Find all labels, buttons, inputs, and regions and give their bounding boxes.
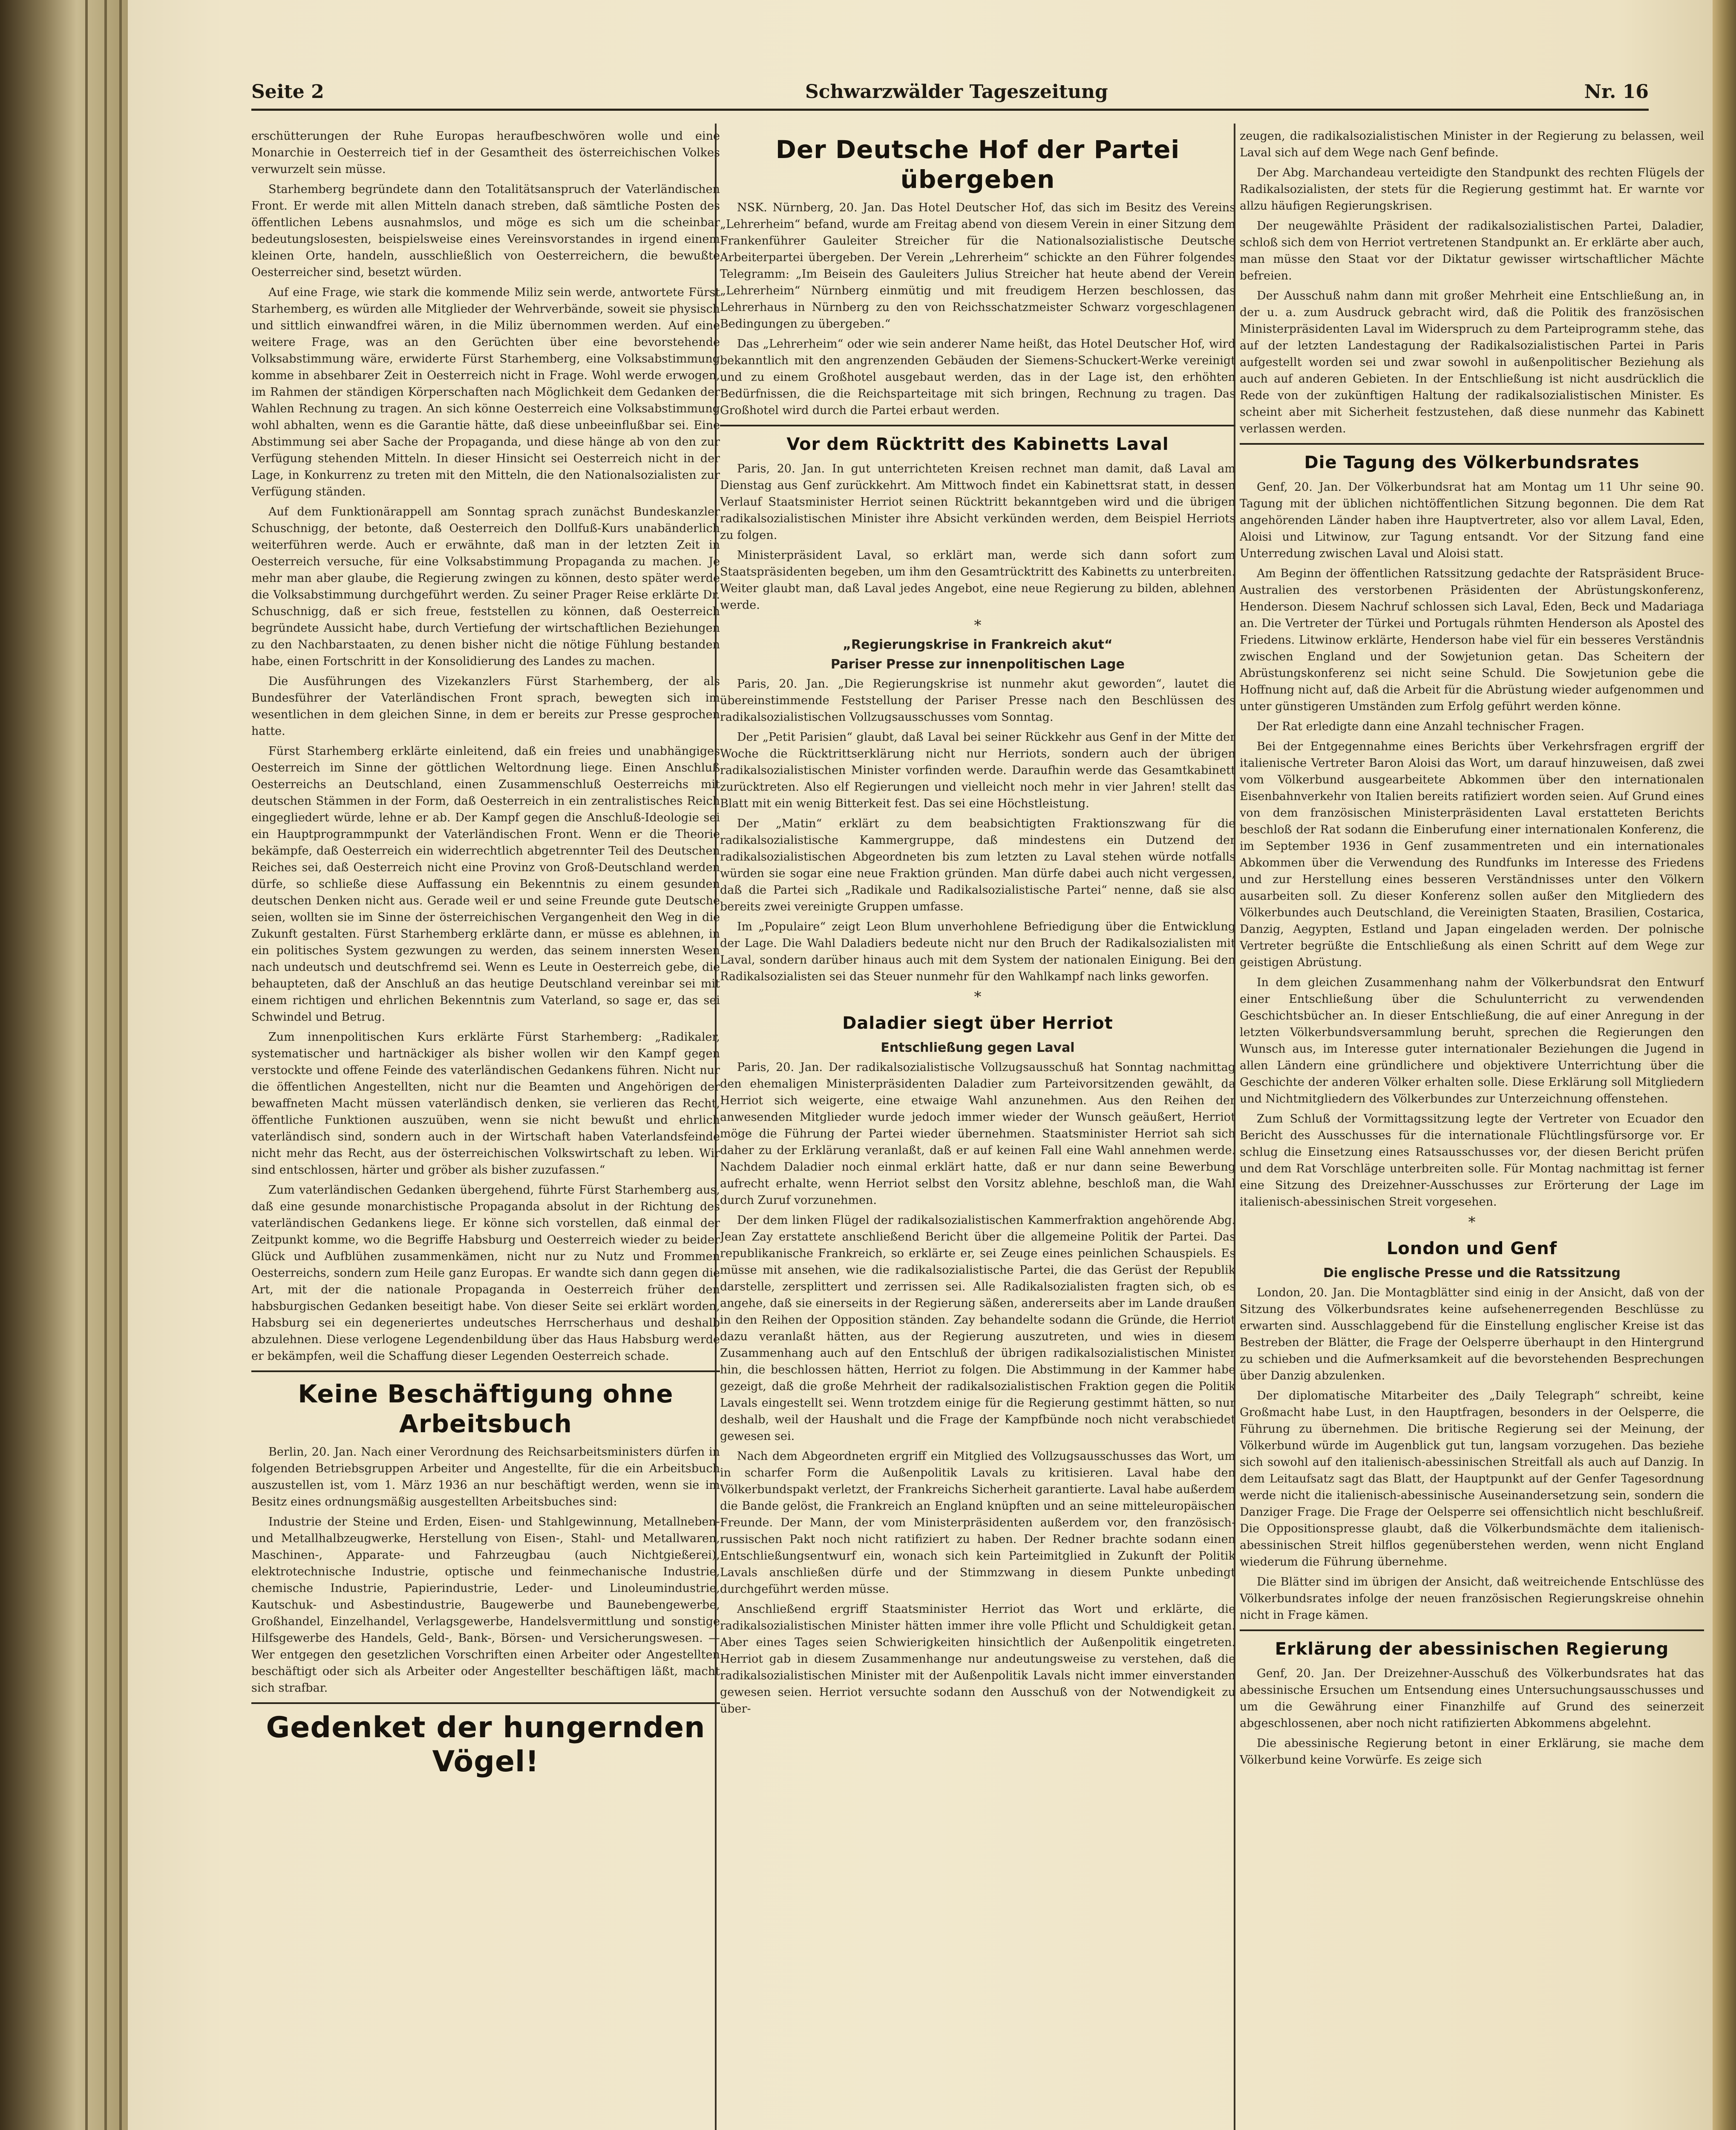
section-rule [1240, 443, 1704, 445]
article-paragraph: Der diplomatische Mitarbeiter des „Daily Telegraph“ schreibt, keine Großmacht habe Lust, in den Hauptfragen, besonders in der Oelsperre, die Führung zu übernehmen. Die britische Regierung sei der Meinung, der Völkerbund würde im Augenblick gut tun, langsam vorzugehen. Das beziehe sich sowohl auf den italienisch-abessinischen Streitfall als auch auf Danzig. In dem Leitaufsatz sagt das Blatt, der Hauptpunkt auf der Genfer Tagesordnung werde nicht die italienisch-abessinische Auseinandersetzung sein, sondern die Danziger Frage. Die Frage der Oelsperre sei offensichtlich nicht beschlußreif. Die Oppositionspresse glaubt, daß die Völkerbundsmächte dem italienisch-abessinischen Streit hilflos gegenüberstehen werden, wenn nicht England wiederum die Führung übernehme. [1240, 1389, 1704, 1569]
article-paragraph: Im „Populaire“ zeigt Leon Blum unverhohlene Befriedigung über die Entwicklung der Lage. Die Wahl Daladiers bedeute nicht nur den Bruch der Radikalsozialisten mit Laval, sondern darüber hinaus auch mit dem System der nationalen Einigung. Bei den Radikalsozialisten sei das Steuer nunmehr für den Wahlkampf nach links geworfen. [720, 920, 1235, 983]
newspaper-title: Schwarzwälder Tageszeitung [805, 81, 1108, 103]
article-paragraph: zeugen, die radikalsozialistischen Minister in der Regierung zu belassen, weil Laval sich auf dem Wege nach Genf befinde. [1240, 130, 1704, 159]
article-paragraph: Der Rat erledigte dann eine Anzahl technischer Fragen. [1257, 720, 1584, 733]
section-rule [251, 1702, 720, 1704]
article-paragraph: Starhemberg begründete dann den Totalitätsanspruch der Vaterländischen Front. Er werde mit allen Mitteln danach streben, daß sämtliche Posten des öffentlichen Lebens ausnahmslos, und möge es sich um die scheinbar bedeutungslosesten, beispielsweise eines Vereinsvorstandes in irgend einem kleinen Orte, handeln, ausschließlich von Oesterreichern, die bewußte Oesterreicher sind, besetzt würden. [251, 183, 720, 279]
article-paragraph: Der Abg. Marchandeau verteidigte den Standpunkt des rechten Flügels der Radikalsozialisten, der stets für die Regierung gestimmt hat. Er warnte vor allzu häufigen Regierungskrisen. [1240, 166, 1704, 213]
page-number: Seite 2 [251, 81, 324, 103]
newspaper-page [128, 0, 1713, 2130]
article-paragraph: Berlin, 20. Jan. Nach einer Verordnung des Reichsarbeitsministers dürfen in folgenden Betriebsgruppen Arbeiter und Angestellte, für die ein Arbeitsbuch auszustellen ist, vom 1. März 1936 an nur beschäftigt werden, wenn sie im Besitz eines ordnungsmäßig ausgestellten Arbeitsbuches sind: [251, 1445, 720, 1508]
article-paragraph: Zum Schluß der Vormittagssitzung legte der Vertreter von Ecuador den Bericht des Ausschusses für die internationale Flüchtlingsfürsorge vor. Er schlug die Einsetzung eines Ratsausschusses vor, der diesen Bericht prüfen und dem Rat Vorschläge unterbreiten solle. Für Montag nachmittag ist ferner eine Sitzung des Dreizehner-Ausschusses zur Erörterung der Lage im italienisch-abessinischen Streit vorgesehen. [1240, 1112, 1704, 1209]
article-paragraph: London, 20. Jan. Die Montagblätter sind einig in der Ansicht, daß von der Sitzung des Völkerbundsrates keine aufsehenerregenden Beschlüsse zu erwarten sind. Ausschlaggebend für die Einstellung englischer Kreise ist das Bestreben der Blätter, die Frage der Oelsperre überhaupt in den Hintergrund zu schieben und die Aufmerksamkeit auf die bevorstehenden Besprechungen über Danzig abzulenken. [1240, 1286, 1704, 1382]
subheadline: Entschließung gegen Laval [881, 1040, 1075, 1055]
binding-edge [104, 0, 107, 2130]
headline-voegel: Gedenket der hungernden Vögel! [266, 1711, 705, 1779]
article-paragraph: Paris, 20. Jan. Der radikalsozialistische Vollzugsausschuß hat Sonntag nachmittag den ehemaligen Ministerpräsidenten Daladier zum Parteivorsitzenden gewählt, da Herriot sich weigerte, eine etwaige Wahl anzunehmen. Aus den Reihen der anwesenden Mitglieder wurde jedoch immer wieder der Wunsch geäußert, Herriot möge die Führung der Partei wieder übernehmen. Staatsminister Herriot sah sich daher zu der Erklärung veranlaßt, daß er auf keinen Fall eine Wahl annehmen werde. Nachdem Daladier noch einmal erklärt hatte, daß er nur dann seine Bewerbung aufrecht erhalte, wenn Herriot selbst den Vorsitz ablehne, beschloß man, die Wahl durch Zuruf vorzunehmen. [720, 1061, 1235, 1207]
subheadline: Die englische Presse und die Ratssitzung [1323, 1266, 1621, 1281]
section-rule [720, 425, 1235, 426]
article-paragraph: Bei der Entgegennahme eines Berichts über Verkehrsfragen ergriff der italienische Vertreter Baron Aloisi das Wort, um darauf hinzuweisen, daß zwei vom Völkerbund ausgearbeitete Abkommen über den internationalen Eisenbahnverkehr von Italien bereits ratifiziert worden seien. Auf Grund eines von dem französischen Ministerpräsidenten Laval erstatteten Berichts beschloß der Rat sodann die Einberufung einer internationalen Konferenz, die im September 1936 in Genf zusammentreten und ein internationales Abkommen über die Verwendung des Rundfunks im Interesse des Friedens und zur Herstellung eines besseren Verständnisses unter den Völkern ausarbeiten soll. Zu dieser Konferenz sollen außer den Mitgliedern des Völkerbundes auch Deutschland, die Vereinigten Staaten, Brasilien, Costarica, Danzig, Aegypten, Estland und Japan eingeladen werden. Der polnische Vertreter begrüßte die Entschließung als einen Schritt auf dem Wege zur geistigen Abrüstung. [1240, 740, 1704, 969]
headline-deutscher-hof: Der Deutsche Hof der Partei übergeben [775, 135, 1180, 194]
article-paragraph: Zum vaterländischen Gedanken übergehend, führte Fürst Starhemberg aus, daß eine gesunde monarchistische Propaganda absolut in der Richtung des vaterländischen Gedankens liege. Er könne sich vorstellen, daß einmal der Zeitpunkt komme, wo die Begriffe Habsburg und Oesterreich wieder zu beider Glück und Aufblühen zusammenkämen, nicht nur zu Nutz und Frommen Oesterreichs, sondern zum Heile ganz Europas. Er wandte sich dann gegen die Art, mit der die nationale Propaganda in Oesterreich früher den habsburgischen Gedanken beseitigt habe. Von dieser Seite sei erklärt worden, Habsburg sei ein degeneriertes undeutsches Herrscherhaus und deshalb abzulehnen. Diese verlogene Legendenbildung über das Haus Habsburg werde er bekämpfen, weil die Schaffung dieser Legenden Oesterreich schade. [251, 1183, 720, 1363]
article-paragraph: Paris, 20. Jan. In gut unterrichteten Kreisen rechnet man damit, daß Laval am Dienstag aus Genf zurückkehrt. Am Mittwoch findet ein Kabinettsrat statt, in dessen Verlauf Staatsminister Herriot seinen Rücktritt bekanntgeben wird und die übrigen radikalsozialistischen Minister ihre Absicht verkünden werden, dem Beispiel Herriots zu folgen. [720, 462, 1235, 542]
article-paragraph: Am Beginn der öffentlichen Ratssitzung gedachte der Ratspräsident Bruce-Australien des verstorbenen Präsidenten der Abrüstungskonferenz, Henderson. Diesem Nachruf schlossen sich Laval, Eden, Beck und Madariaga an. Die Vertreter der Türkei und Portugals rühmten Henderson als Apostel des Friedens. Litwinow erklärte, Henderson habe viel für ein besseres Verständnis zwischen England und der Sowjetunion getan. Das Scheitern der Abrüstungskonferenz sei nicht seine Schuld. Die Sowjetunion gebe die Hoffnung nicht auf, daß die Arbeit für die Abrüstung wieder aufgenommen und unter günstigeren Umständen zum Erfolg geführt werden könne. [1240, 567, 1704, 713]
headline-abessinien: Erklärung der abessinischen Regierung [1275, 1639, 1669, 1659]
issue-number: Nr. 16 [1584, 81, 1649, 103]
binding-edge [85, 0, 88, 2130]
column-3 [1240, 128, 1704, 2130]
article-paragraph: Die abessinische Regierung betont in einer Erklärung, sie mache dem Völkerbund keine Vorwürfe. Es zeige sich [1240, 1737, 1704, 1767]
article-paragraph: Ministerpräsident Laval, so erklärt man, werde sich dann sofort zum Staatspräsidenten begeben, um ihm den Gesamtrücktritt des Kabinetts zu unterbreiten. Weiter glaubt man, daß Laval jedes Angebot, eine neue Regierung zu bilden, ablehnen werde. [720, 549, 1235, 612]
article-paragraph: Anschließend ergriff Staatsminister Herriot das Wort und erklärte, die radikalsozialistischen Minister hätten immer ihre volle Pflicht und Schuldigkeit getan. Aber eines Tages seien Schwierigkeiten hinsichtlich der Außenpolitik eingetreten. Herriot gab in diesem Zusammenhange nur andeutungsweise zu verstehen, daß die radikalsozialistischen Minister mit der Außenpolitik Lavals nicht immer einverstanden gewesen seien. Herriot versuchte sodann den Ausschuß von der Notwendigkeit zu über- [720, 1603, 1235, 1716]
article-paragraph: Der neugewählte Präsident der radikalsozialistischen Partei, Daladier, schloß sich dem von Herriot vertretenen Standpunkt an. Er erklärte aber auch, man müsse den Staat vor der Diktatur gewisser wirtschaftlicher Mächte befreien. [1240, 219, 1704, 282]
separator-star: * [974, 988, 982, 1005]
article-paragraph: Die Blätter sind im übrigen der Ansicht, daß weitreichende Entschlüsse des Völkerbundsrates infolge der neuen französischen Regierungskreise ohnehin nicht in Frage kämen. [1240, 1575, 1704, 1622]
separator-star: * [974, 617, 982, 634]
article-paragraph: Paris, 20. Jan. „Die Regierungskrise ist nunmehr akut geworden“, lautet die übereinstimmende Feststellung der Pariser Presse nach den Beschlüssen des radikalsozialistischen Vollzugsausschusses vom Sonntag. [720, 677, 1235, 724]
article-paragraph: Der „Matin“ erklärt zu dem beabsichtigten Fraktionszwang für die radikalsozialistische Kammergruppe, daß mindestens ein Dutzend der radikalsozialistischen Abgeordneten bis zum letzten zu Laval stehen würde notfalls würden sie sogar eine neue Fraktion gründen. Man dürfe dabei auch nicht vergessen, daß die Partei sich „Radikale und Radikalsozialistische Partei“ nenne, daß sie also bereits zwei vereinigte Gruppen umfasse. [720, 817, 1235, 913]
article-paragraph: NSK. Nürnberg, 20. Jan. Das Hotel Deutscher Hof, das sich im Besitz des Vereins „Lehrerheim“ befand, wurde am Freitag abend von diesem Verein in einer Sitzung dem Frankenführer Gauleiter Streicher für die Nationalsozialistische Deutsche Arbeiterpartei übergeben. Der Verein „Lehrerheim“ schickte an den Führer folgendes Telegramm: „Im Beisein des Gauleiters Julius Streicher hat heute abend der Verein „Lehrerheim“ Nürnberg einmütig und mit freudigem Herzen beschlossen, das Lehrerhaus in Nürnberg zu den von Reichsschatzmeister Schwarz vorgeschlagenen Bedingungen zu übergeben.“ [720, 201, 1235, 331]
cover-edge [1713, 0, 1736, 2130]
subheadline: Pariser Presse zur innenpolitischen Lage [831, 657, 1125, 672]
article-paragraph: Auf dem Funktionärappell am Sonntag sprach zunächst Bundeskanzler Schuschnigg, der betonte, daß Oesterreich den Dollfuß-Kurs unabänderlich weiterführen werde. Auch er erwähnte, daß man in der letzten Zeit in Oesterreich versuche, für eine Volksabstimmung Propaganda zu machen. Je mehr man aber glaube, die Regierung zwingen zu können, desto später werde die Volksabstimmung durchgeführt werden. Zu seiner Prager Reise erklärte Dr. Schuschnigg, daß er sich freue, feststellen zu können, daß Oesterreich begründete Aussicht habe, durch Vertiefung der wirtschaftlichen Beziehungen zu den Nachbarstaaten, zu denen bisher nicht die nötige Fühlung bestanden habe, einen Fortschritt in der Konsolidierung des Landes zu machen. [251, 505, 720, 668]
column-2 [720, 128, 1235, 2130]
headline-kabinett-laval: Vor dem Rücktritt des Kabinetts Laval [786, 435, 1169, 454]
article-paragraph: Industrie der Steine und Erden, Eisen- und Stahlgewinnung, Metallneben- und Metallhalbzeugwerke, Herstellung von Eisen-, Stahl- und Metallwaren, Maschinen-, Apparate- und Fahrzeugbau (auch Nichtgießerei), elektrotechnische Industrie, optische und feinmechanische Industrie, chemische Industrie, Papierindustrie, Leder- und Linoleumindustrie, Kautschuk- und Asbestindustrie, Baugewerbe und Baunebengewerbe, Großhandel, Einzelhandel, Verlagsgewerbe, Handelsvermittlung und sonstige Hilfsgewerbe des Handels, Geld-, Bank-, Börsen- und Versicherungswesen. — Wer entgegen den gesetzlichen Vorschriften einen Arbeiter oder Angestellten beschäftigt oder sich als Arbeiter oder Angestellter beschäftigen läßt, macht sich strafbar. [251, 1515, 720, 1695]
article-paragraph: Zum innenpolitischen Kurs erklärte Fürst Starhemberg: „Radikaler, systematischer und hartnäckiger als bisher wollen wir den Kampf gegen verstockte und offene Feinde des vaterländischen Gedankens führen. Nicht nur die öffentlichen Angestellten, nicht nur die Beamten und Angehörigen der bewaffneten Macht müssen vaterländisch denken, sie verlieren das Recht, öffentliche Funktionen auszuüben, wenn sie nicht bewußt und ehrlich vaterländisch sind, sondern auch in der Wirtschaft haben Vaterlandsfeinde nicht mehr das Recht, aus der österreichischen Volkswirtschaft zu leben. Wir sind entschlossen, härter und gröber als bisher zuzufassen.“ [251, 1030, 720, 1177]
article-paragraph: Der „Petit Parisien“ glaubt, daß Laval bei seiner Rückkehr aus Genf in der Mitte der Woche die Rücktrittserklärung nicht nur Herriots, sondern auch der übrigen radikalsozialistischen Minister vorfinden werde. Daraufhin werde das Gesamtkabinett zurücktreten. Also elf Regierungen und vielleicht noch mehr in vier Jahren! stellt das Blatt mit ein wenig Bitterkeit fest. Das sei eine Höchstleistung. [720, 731, 1235, 810]
article-paragraph: Der dem linken Flügel der radikalsozialistischen Kammerfraktion angehörende Abg. Jean Zay erstattete anschließend Bericht über die allgemeine Politik der Partei. Das republikanische Frankreich, so erklärte er, sei Zeuge eines peinlichen Schauspiels. Es müsse mit ansehen, wie die radikalsozialistische Partei, die das Gerüst der Republik darstelle, zersplittert und zerrissen sei. Alle Radikalsozialisten fragten sich, ob es angehe, daß sie einerseits in der Regierung säßen, andererseits aber im Lande draußen in den Reihen der Opposition ständen. Zay behandelte sodann die Gründe, die Herriot dazu veranlaßt hätten, aus der Regierung auszutreten, und wies in diesem Zusammenhang auch auf den Entschluß der übrigen radikalsozialistischen Minister hin, die beschlossen hätten, Herriot zu folgen. Die Abstimmung in der Kammer habe gezeigt, daß die große Mehrheit der radikalsozialistischen Fraktion gegen die Politik Lavals eingestellt sei. Wenn trotzdem einige für die Regierung gestimmt hätten, so nur deshalb, weil der Haushalt und die Frage der Kampfbünde noch nicht verabschiedet gewesen sei. [720, 1214, 1235, 1443]
section-rule [1240, 1629, 1704, 1631]
article-paragraph: Die Ausführungen des Vizekanzlers Fürst Starhemberg, der als Bundesführer der Vaterländischen Front sprach, bewegten sich im wesentlichen in dem gleichen Sinne, in dem er bereits zur Presse gesprochen hatte. [251, 675, 720, 738]
separator-star: * [1468, 1214, 1476, 1231]
article-paragraph: Genf, 20. Jan. Der Völkerbundsrat hat am Montag um 11 Uhr seine 90. Tagung mit der üblichen nichtöffentlichen Sitzung begonnen. Die dem Rat angehörenden Länder haben ihre Hauptvertreter, also vor allem Laval, Eden, Aloisi und Litwinow, zur Tagung entsandt. Vor der Sitzung fand eine Unterredung zwischen Laval und Aloisi statt. [1240, 481, 1704, 560]
headline-london-genf: London und Genf [1386, 1239, 1558, 1258]
headline-arbeitsbuch: Keine Beschäftigung ohne Arbeitsbuch [298, 1379, 674, 1438]
headline-voelkerbundsrat: Die Tagung des Völkerbundsrates [1304, 453, 1640, 472]
article-paragraph: Das „Lehrerheim“ oder wie sein anderer Name heißt, das Hotel Deutscher Hof, wird bekanntlich mit den angrenzenden Gebäuden der Siemens-Schuckert-Werke vereinigt und zu einem Großhotel ausgebaut werden, das in der Lage ist, den erhöhten Bedürfnissen, die die Reichsparteitage mit sich bringen, Rechnung zu tragen. Das Großhotel wird durch die Partei erbaut werden. [720, 337, 1235, 417]
subheadline: „Regierungskrise in Frankreich akut“ [843, 637, 1113, 652]
article-paragraph: erschütterungen der Ruhe Europas heraufbeschwören wolle und eine Monarchie in Oesterreich tief in der Gesamtheit des österreichischen Volkes verwurzelt sein müsse. [251, 130, 720, 176]
book-binding [0, 0, 128, 2130]
headline-daladier: Daladier siegt über Herriot [842, 1013, 1113, 1033]
header-rule [251, 109, 1649, 111]
article-paragraph: Der Ausschuß nahm dann mit großer Mehrheit eine Entschließung an, in der u. a. zum Ausdruck gebracht wird, daß die Politik des französischen Ministerpräsidenten Laval im Widerspruch zu dem Parteiprogramm stehe, das auf der letzten Landestagung der Radikalsozialistischen Partei in Paris aufgestellt worden sei und zwar sowohl in außenpolitischer Beziehung als auch auf anderen Gebieten. In der Entschließung ist nicht ausdrücklich die Rede von der zukünftigen Haltung der radikalsozialistischen Minister. Es scheint aber mit Sicherheit festzustehen, daß diese nunmehr das Kabinett verlassen werden. [1240, 289, 1704, 435]
binding-edge [119, 0, 122, 2130]
article-paragraph: Fürst Starhemberg erklärte einleitend, daß ein freies und unabhängiges Oesterreich im Sinne der göttlichen Weltordnung liege. Einen Anschluß Oesterreichs an Deutschland, einen Zusammenschluß Oesterreichs mit deutschen Stämmen in der Form, daß Oesterreich in ein zentralistisches Reich eingegliedert würde, lehne er ab. Der Kampf gegen die Anschluß-Ideologie sei ein Hauptprogrammpunkt der Vaterländischen Front. Wenn er die Theorie bekämpfe, daß Oesterreich ein widerrechtlich abgetrennter Teil des Deutschen Reiches sei, daß Oesterreich nicht eine Provinz von Groß-Deutschland werden dürfe, so schließe diese Auffassung ein Bekenntnis zu einem gesunden deutschen Denken nicht aus. Gerade weil er und seine Freunde gute Deutsche seien, wollten sie im Sinne der österreichischen Vergangenheit den Weg in die Zukunft gestalten. Fürst Starhemberg erklärte dann, er müsse es ablehnen, in ein politisches System gezwungen zu werden, das seinem innersten Wesen nach undeutsch und deutschfremd sei. Wenn es Leute in Oesterreich gebe, die behaupteten, daß der Anschluß an das heutige Deutschland vereinbar sei mit einem richtigen und ehrlichen Bekenntnis zum Vaterland, so sage er, das sei Schwindel und Betrug. [251, 745, 720, 1024]
page-header [251, 64, 1649, 102]
column-1 [251, 128, 720, 2130]
article-paragraph: Auf eine Frage, wie stark die kommende Miliz sein werde, antwortete Fürst Starhemberg, es würden alle Mitglieder der Wehrverbände, soweit sie physisch und sittlich einwandfrei wären, in die Miliz übernommen werden. Auf eine weitere Frage, was an den Gerüchten über eine bevorstehende Volksabstimmung wäre, erwiderte Fürst Starhemberg, eine Volksabstimmung komme in absehbarer Zeit in Oesterreich nicht in Frage. Wohl werde erwogen, im Rahmen der ständigen Körperschaften nach Möglichkeit dem Gedanken der Wahlen Rechnung zu tragen. An sich könne Oesterreich eine Volksabstimmung wohl abhalten, wenn es die Garantie hätte, daß diese unbeeinflußbar sei. Eine Abstimmung sei aber Sache der Propaganda, und diese hänge ab von den zur Verfügung stehenden Mitteln. In dieser Hinsicht sei Oesterreich nicht in der Lage, in Konkurrenz zu treten mit den Mitteln, die den Nationalsozialisten zur Verfügung ständen. [251, 286, 720, 498]
article-paragraph: Nach dem Abgeordneten ergriff ein Mitglied des Vollzugsausschusses das Wort, um in scharfer Form die Außenpolitik Lavals zu kritisieren. Laval habe den Völkerbundspakt verletzt, der Frankreichs Sicherheit garantierte. Laval habe außerdem die Bande gelöst, die Frankreich an England knüpften und an seine mitteleuropäischen Freunde. Der Mann, der vom Ministerpräsidenten außerdem vor, den französisch-russischen Pakt noch nicht ratifiziert zu haben. Der Redner brachte sodann einen Entschließungsentwurf ein, wonach sich kein Parteimitglied in Zukunft der Politik Lavals anschließen dürfe und der Stimmzwang in diesem Punkte unbedingt durchgeführt werden müsse. [720, 1450, 1235, 1596]
section-rule [251, 1370, 720, 1372]
article-paragraph: In dem gleichen Zusammenhang nahm der Völkerbundsrat den Entwurf einer Entschließung über die Schulunterricht zu verwendenden Geschichtsbücher an. In dieser Entschließung, die auf einer Anregung in der letzten Völkerbundsversammlung beruht, sprechen die Regierungen den Wunsch aus, im Interesse guter internationaler Beziehungen die Jugend in allen Ländern eine gründlichere und objektivere Unterrichtung über die Geschichte der anderen Völker erhalten solle. Diese Erklärung soll Mitgliedern und Nichtmitgliedern des Völkerbundes zur Unterzeichnung offenstehen. [1240, 976, 1704, 1105]
article-paragraph: Genf, 20. Jan. Der Dreizehner-Ausschuß des Völkerbundsrates hat das abessinische Ersuchen um Entsendung eines Untersuchungsausschusses und um die Gewährung einer Finanzhilfe auf Grund des seinerzeit abgeschlossenen, aber noch nicht ratifizierten Abkommens abgelehnt. [1240, 1667, 1704, 1730]
